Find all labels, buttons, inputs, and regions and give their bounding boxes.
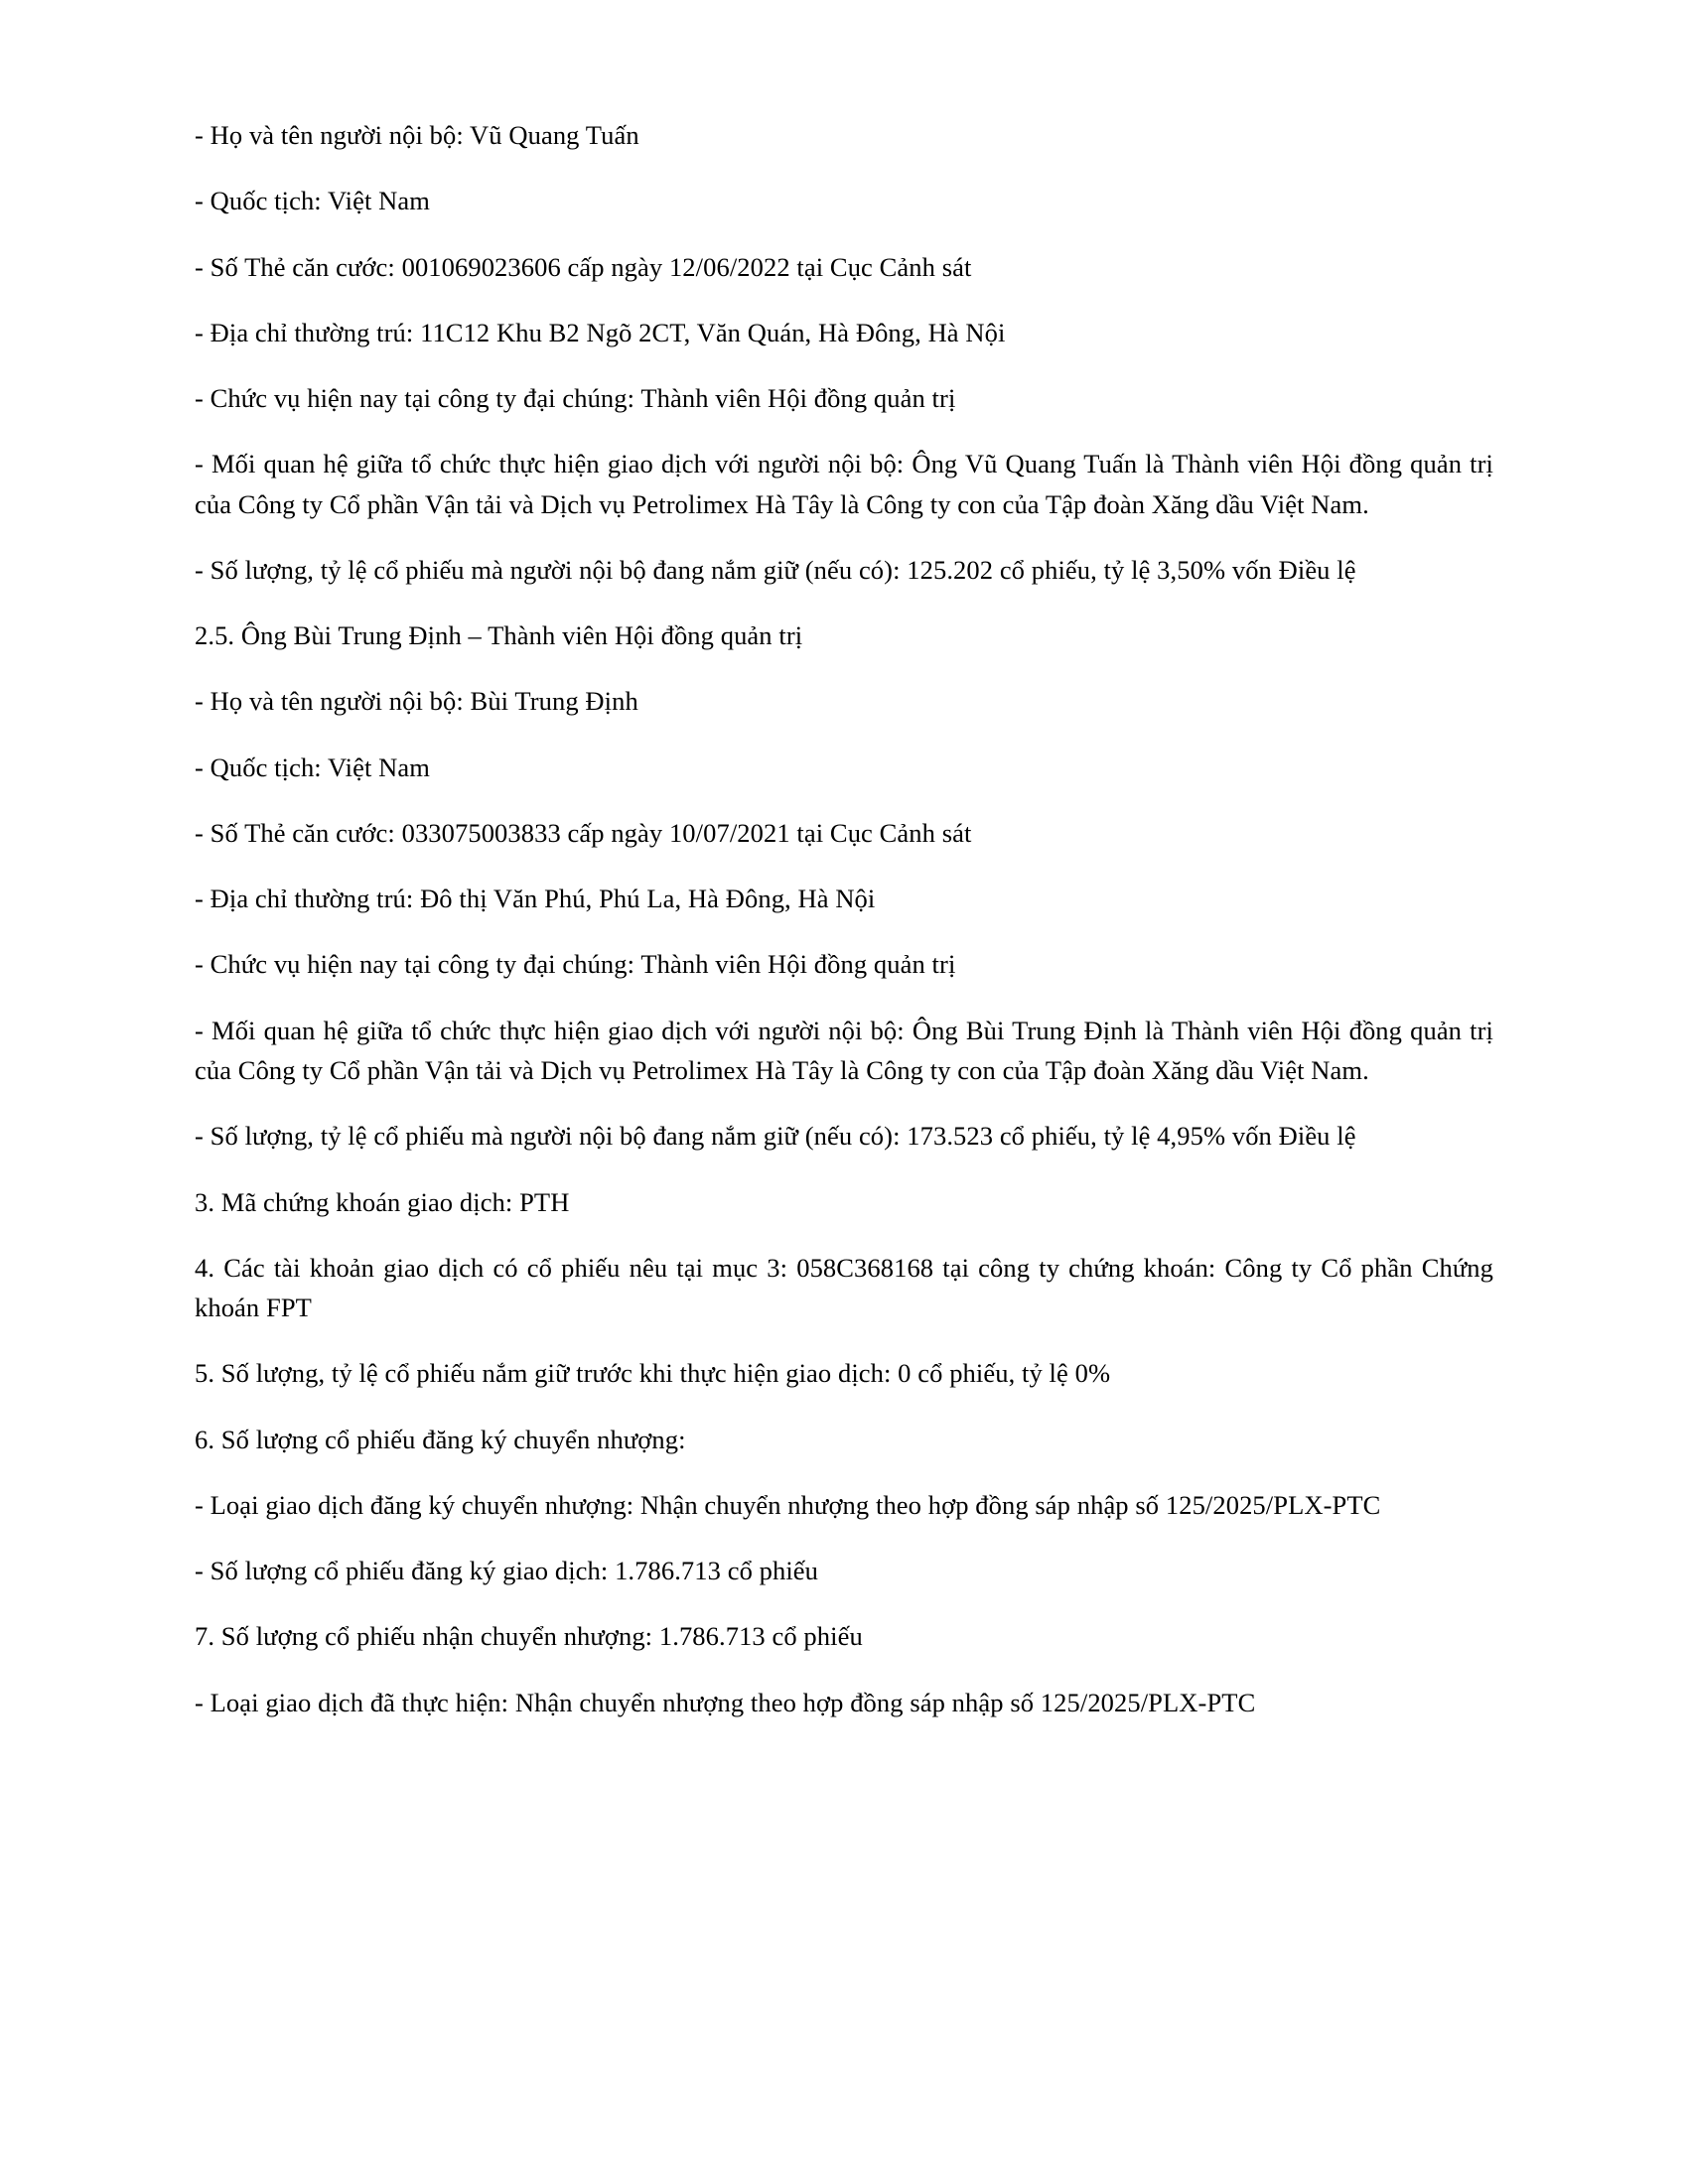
paragraph-item-6-registered: 6. Số lượng cổ phiếu đăng ký chuyển nhượng: [195, 1424, 686, 1454]
heading-section-2-5: 2.5. Ông Bùi Trung Định – Thành viên Hội đồng quản trị [195, 620, 803, 651]
document-body [195, 115, 1493, 1722]
paragraph-item-5-holding-before: 5. Số lượng, tỷ lệ cổ phiếu nắm giữ trước khi thực hiện giao dịch: 0 cổ phiếu, tỷ lệ 0% [195, 1358, 1111, 1389]
paragraph-insider-5-name: - Họ và tên người nội bộ: Bùi Trung Định [195, 686, 638, 717]
paragraph-insider-4-position: - Chức vụ hiện nay tại công ty đại chúng: Thành viên Hội đồng quản trị [195, 383, 956, 414]
paragraph-item-7-received-volume: 7. Số lượng cổ phiếu nhận chuyển nhượng: 1.786.713 cổ phiếu [195, 1621, 863, 1652]
paragraph-insider-4-nationality: - Quốc tịch: Việt Nam [195, 186, 430, 216]
paragraph-insider-5-nationality: - Quốc tịch: Việt Nam [195, 751, 430, 782]
paragraph-item-6-transaction-type: - Loại giao dịch đăng ký chuyển nhượng: Nhận chuyển nhượng theo hợp đồng sáp nhập số 125/2025/PLX-PTC [195, 1489, 1381, 1520]
paragraph-insider-4-id-card: - Số Thẻ căn cước: 001069023606 cấp ngày 12/06/2022 tại Cục Cảnh sát [195, 251, 972, 282]
paragraph-item-7-transaction-type: - Loại giao dịch đã thực hiện: Nhận chuyển nhượng theo hợp đồng sáp nhập số 125/2025/PLX-PTC [195, 1687, 1256, 1717]
paragraph-insider-5-holding: - Số lượng, tỷ lệ cổ phiếu mà người nội bộ đang nắm giữ (nếu có): 173.523 cổ phiếu, tỷ lệ 4,95% vốn Điều lệ [195, 1121, 1356, 1152]
paragraph-item-4-accounts: 4. Các tài khoản giao dịch có cổ phiếu nêu tại mục 3: 058C368168 tại công ty chứng khoán: Công ty Cổ phần Chứng khoán FPT [195, 1252, 1493, 1323]
paragraph-insider-5-address: - Địa chỉ thường trú: Đô thị Văn Phú, Phú La, Hà Đông, Hà Nội [195, 884, 876, 914]
paragraph-item-6-registered-volume: - Số lượng cổ phiếu đăng ký giao dịch: 1.786.713 cổ phiếu [195, 1556, 819, 1586]
paragraph-insider-5-id-card: - Số Thẻ căn cước: 033075003833 cấp ngày 10/07/2021 tại Cục Cảnh sát [195, 817, 972, 848]
paragraph-insider-5-relationship: - Mối quan hệ giữa tổ chức thực hiện giao dịch với người nội bộ: Ông Bùi Trung Định là Thành viên Hội đồng quản trị của Công ty Cổ phần Vận tải và Dịch vụ Petrolimex Hà Tây là Công ty con của Tập đoàn Xăng dầu Việt Nam. [195, 1015, 1493, 1085]
paragraph-item-3-ticker: 3. Mã chứng khoán giao dịch: PTH [195, 1186, 570, 1217]
paragraph-insider-4-relationship: - Mối quan hệ giữa tổ chức thực hiện giao dịch với người nội bộ: Ông Vũ Quang Tuấn là Thành viên Hội đồng quản trị của Công ty Cổ phần Vận tải và Dịch vụ Petrolimex Hà Tây là Công ty con của Tập đoàn Xăng dầu Việt Nam. [195, 449, 1493, 519]
paragraph-insider-5-position: - Chức vụ hiện nay tại công ty đại chúng: Thành viên Hội đồng quản trị [195, 949, 956, 980]
paragraph-insider-4-name: - Họ và tên người nội bộ: Vũ Quang Tuấn [195, 120, 639, 150]
paragraph-insider-4-address: - Địa chỉ thường trú: 11C12 Khu B2 Ngõ 2CT, Văn Quán, Hà Đông, Hà Nội [195, 317, 1006, 347]
paragraph-insider-4-holding: - Số lượng, tỷ lệ cổ phiếu mà người nội bộ đang nắm giữ (nếu có): 125.202 cổ phiếu, tỷ lệ 3,50% vốn Điều lệ [195, 554, 1356, 585]
